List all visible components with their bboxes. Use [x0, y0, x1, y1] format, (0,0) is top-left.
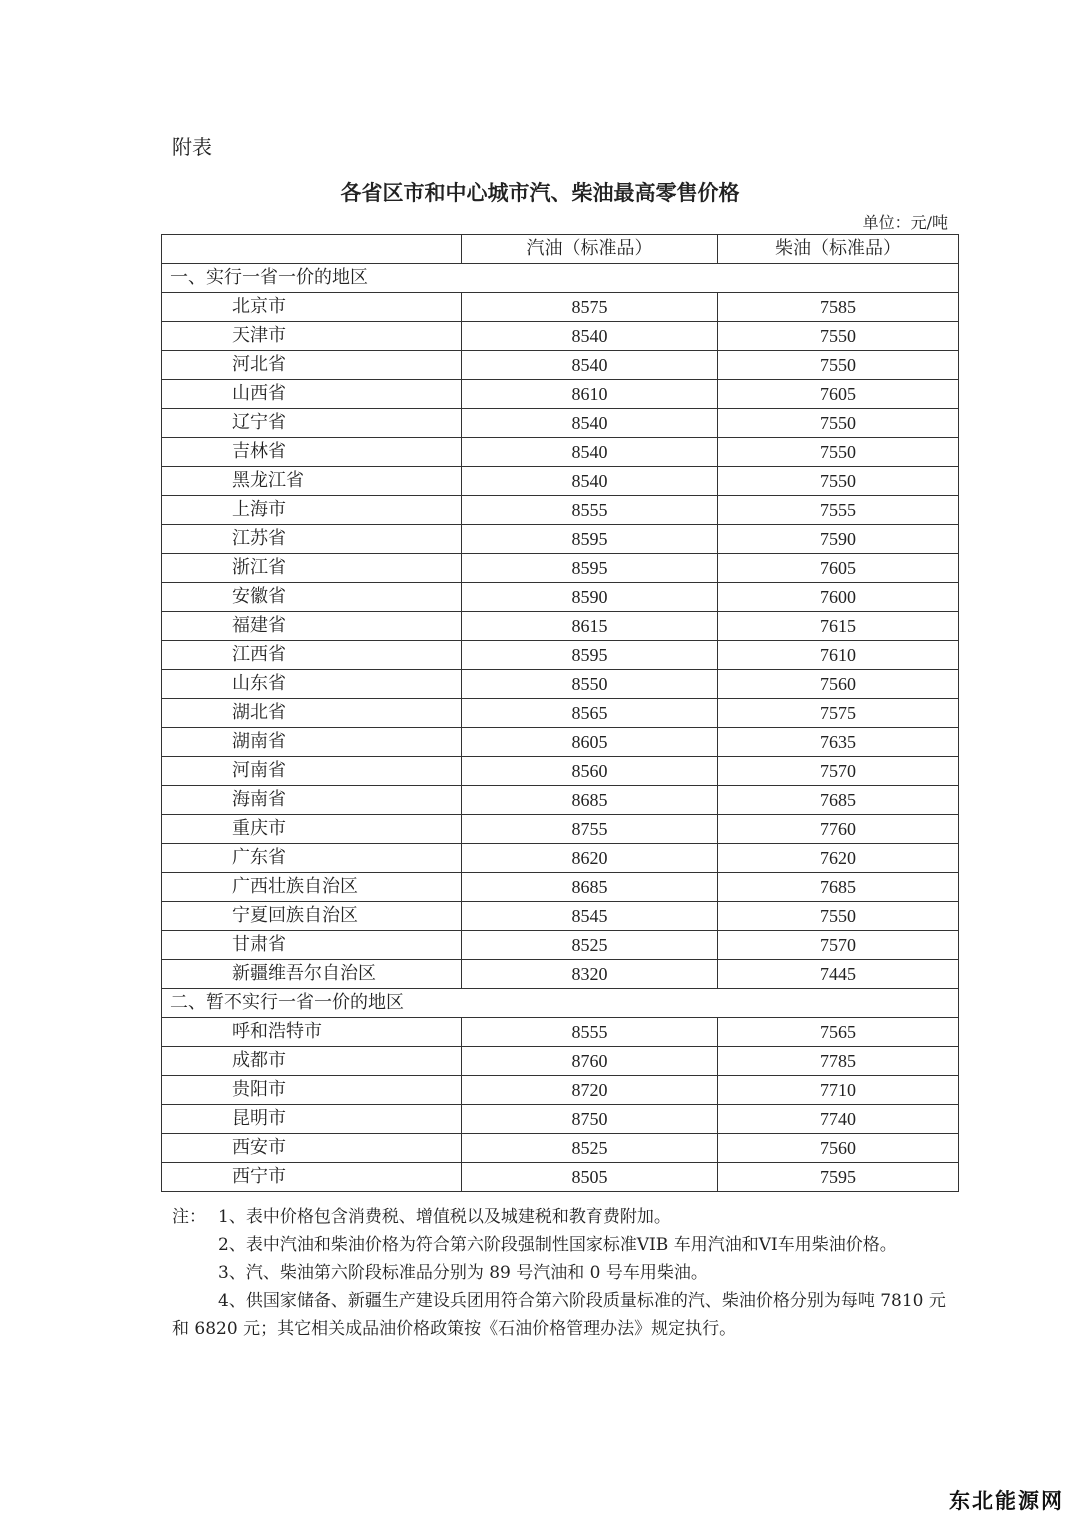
diesel-price-cell: 7590	[718, 525, 959, 554]
gasoline-price-cell: 8760	[462, 1047, 718, 1076]
table-row	[162, 583, 959, 612]
region-cell: 西宁市	[162, 1163, 462, 1192]
table-row	[162, 786, 959, 815]
table-row	[162, 1018, 959, 1047]
table-header-row	[162, 235, 959, 264]
gasoline-price-cell: 8620	[462, 844, 718, 873]
diesel-price-cell: 7565	[718, 1018, 959, 1047]
region-cell: 湖北省	[162, 699, 462, 728]
unit-label: 单位：元/吨	[862, 213, 948, 232]
diesel-price-cell: 7550	[718, 351, 959, 380]
diesel-price-cell: 7555	[718, 496, 959, 525]
gasoline-price-cell: 8720	[462, 1076, 718, 1105]
note-1-text: 1、表中价格包含消费税、增值税以及城建税和教育费附加。	[218, 1207, 671, 1227]
table-row	[162, 438, 959, 467]
section-row	[162, 989, 959, 1018]
section-label: 一、实行一省一价的地区	[162, 264, 959, 293]
region-cell: 湖南省	[162, 728, 462, 757]
diesel-price-cell: 7550	[718, 438, 959, 467]
region-cell: 山东省	[162, 670, 462, 699]
diesel-price-cell: 7685	[718, 786, 959, 815]
watermark: 东北能源网	[949, 1489, 1064, 1513]
table-row	[162, 844, 959, 873]
region-cell: 辽宁省	[162, 409, 462, 438]
diesel-price-cell: 7560	[718, 670, 959, 699]
table-row	[162, 757, 959, 786]
gasoline-price-cell: 8685	[462, 786, 718, 815]
region-cell: 成都市	[162, 1047, 462, 1076]
header-region	[162, 235, 462, 264]
table-row	[162, 873, 959, 902]
table-row	[162, 641, 959, 670]
diesel-price-cell: 7785	[718, 1047, 959, 1076]
region-cell: 甘肃省	[162, 931, 462, 960]
region-cell: 重庆市	[162, 815, 462, 844]
table-row	[162, 554, 959, 583]
gasoline-price-cell: 8750	[462, 1105, 718, 1134]
region-cell: 新疆维吾尔自治区	[162, 960, 462, 989]
diesel-price-cell: 7605	[718, 380, 959, 409]
gasoline-price-cell: 8560	[462, 757, 718, 786]
diesel-price-cell: 7570	[718, 757, 959, 786]
table-row	[162, 322, 959, 351]
gasoline-price-cell: 8595	[462, 525, 718, 554]
table-row	[162, 1076, 959, 1105]
diesel-price-cell: 7760	[718, 815, 959, 844]
section-label: 二、暂不实行一省一价的地区	[162, 989, 959, 1018]
gasoline-price-cell: 8610	[462, 380, 718, 409]
table-row	[162, 1047, 959, 1076]
region-cell: 海南省	[162, 786, 462, 815]
region-cell: 广东省	[162, 844, 462, 873]
diesel-price-cell: 7575	[718, 699, 959, 728]
gasoline-price-cell: 8755	[462, 815, 718, 844]
diesel-price-cell: 7605	[718, 554, 959, 583]
diesel-price-cell: 7710	[718, 1076, 959, 1105]
gasoline-price-cell: 8555	[462, 1018, 718, 1047]
note-3: 3、汽、柴油第六阶段标准品分别为 89 号汽油和 0 号车用柴油。	[218, 1263, 708, 1283]
diesel-price-cell: 7740	[718, 1105, 959, 1134]
note-1	[172, 1203, 952, 1231]
region-cell: 福建省	[162, 612, 462, 641]
region-cell: 广西壮族自治区	[162, 873, 462, 902]
gasoline-price-cell: 8540	[462, 409, 718, 438]
region-cell: 江苏省	[162, 525, 462, 554]
diesel-price-cell: 7615	[718, 612, 959, 641]
region-cell: 黑龙江省	[162, 467, 462, 496]
region-cell: 宁夏回族自治区	[162, 902, 462, 931]
diesel-price-cell: 7445	[718, 960, 959, 989]
gasoline-price-cell: 8505	[462, 1163, 718, 1192]
diesel-price-cell: 7610	[718, 641, 959, 670]
gasoline-price-cell: 8540	[462, 438, 718, 467]
gasoline-price-cell: 8525	[462, 1134, 718, 1163]
region-cell: 河北省	[162, 351, 462, 380]
gasoline-price-cell: 8605	[462, 728, 718, 757]
gasoline-price-cell: 8540	[462, 351, 718, 380]
diesel-price-cell: 7570	[718, 931, 959, 960]
gasoline-price-cell: 8320	[462, 960, 718, 989]
diesel-price-cell: 7620	[718, 844, 959, 873]
table-row	[162, 525, 959, 554]
diesel-price-cell: 7585	[718, 293, 959, 322]
diesel-price-cell: 7550	[718, 467, 959, 496]
region-cell: 上海市	[162, 496, 462, 525]
diesel-price-cell: 7550	[718, 322, 959, 351]
diesel-price-cell: 7685	[718, 873, 959, 902]
region-cell: 浙江省	[162, 554, 462, 583]
region-cell: 江西省	[162, 641, 462, 670]
gasoline-price-cell: 8555	[462, 496, 718, 525]
region-cell: 昆明市	[162, 1105, 462, 1134]
table-row	[162, 351, 959, 380]
diesel-price-cell: 7550	[718, 409, 959, 438]
diesel-price-cell: 7635	[718, 728, 959, 757]
gasoline-price-cell: 8595	[462, 554, 718, 583]
price-table	[161, 234, 959, 1192]
table-row	[162, 612, 959, 641]
diesel-price-cell: 7600	[718, 583, 959, 612]
table-row	[162, 670, 959, 699]
note-2: 2、表中汽油和柴油价格为符合第六阶段强制性国家标准VIB 车用汽油和VI车用柴油价格。	[218, 1235, 897, 1255]
region-cell: 贵阳市	[162, 1076, 462, 1105]
notes-lead: 注：	[172, 1207, 206, 1227]
table-row	[162, 728, 959, 757]
note-4: 4、供国家储备、新疆生产建设兵团用符合第六阶段质量标准的汽、柴油价格分别为每吨 7810 元和 6820 元；其它相关成品油价格政策按《石油价格管理办法》规定执行。	[172, 1291, 946, 1339]
table-row	[162, 1163, 959, 1192]
region-cell: 河南省	[162, 757, 462, 786]
table-row	[162, 902, 959, 931]
gasoline-price-cell: 8540	[462, 322, 718, 351]
table-row	[162, 1105, 959, 1134]
table-row	[162, 293, 959, 322]
section-row	[162, 264, 959, 293]
gasoline-price-cell: 8575	[462, 293, 718, 322]
region-cell: 北京市	[162, 293, 462, 322]
region-cell: 西安市	[162, 1134, 462, 1163]
table-row	[162, 699, 959, 728]
gasoline-price-cell: 8550	[462, 670, 718, 699]
gasoline-price-cell: 8595	[462, 641, 718, 670]
appendix-label: 附表	[172, 135, 212, 159]
table-row	[162, 1134, 959, 1163]
region-cell: 安徽省	[162, 583, 462, 612]
gasoline-price-cell: 8525	[462, 931, 718, 960]
table-row	[162, 380, 959, 409]
region-cell: 呼和浩特市	[162, 1018, 462, 1047]
diesel-price-cell: 7550	[718, 902, 959, 931]
table-body	[162, 264, 959, 1192]
diesel-price-cell: 7595	[718, 1163, 959, 1192]
gasoline-price-cell: 8540	[462, 467, 718, 496]
gasoline-price-cell: 8545	[462, 902, 718, 931]
page-title: 各省区市和中心城市汽、柴油最高零售价格	[340, 181, 740, 205]
table-row	[162, 815, 959, 844]
gasoline-price-cell: 8565	[462, 699, 718, 728]
notes	[172, 1203, 952, 1343]
gasoline-price-cell: 8685	[462, 873, 718, 902]
region-cell: 天津市	[162, 322, 462, 351]
region-cell: 山西省	[162, 380, 462, 409]
table-row	[162, 467, 959, 496]
gasoline-price-cell: 8615	[462, 612, 718, 641]
table-row	[162, 931, 959, 960]
table-row	[162, 960, 959, 989]
header-diesel: 柴油（标准品）	[718, 235, 959, 264]
diesel-price-cell: 7560	[718, 1134, 959, 1163]
header-gasoline: 汽油（标准品）	[462, 235, 718, 264]
region-cell: 吉林省	[162, 438, 462, 467]
table-row	[162, 409, 959, 438]
table-row	[162, 496, 959, 525]
gasoline-price-cell: 8590	[462, 583, 718, 612]
